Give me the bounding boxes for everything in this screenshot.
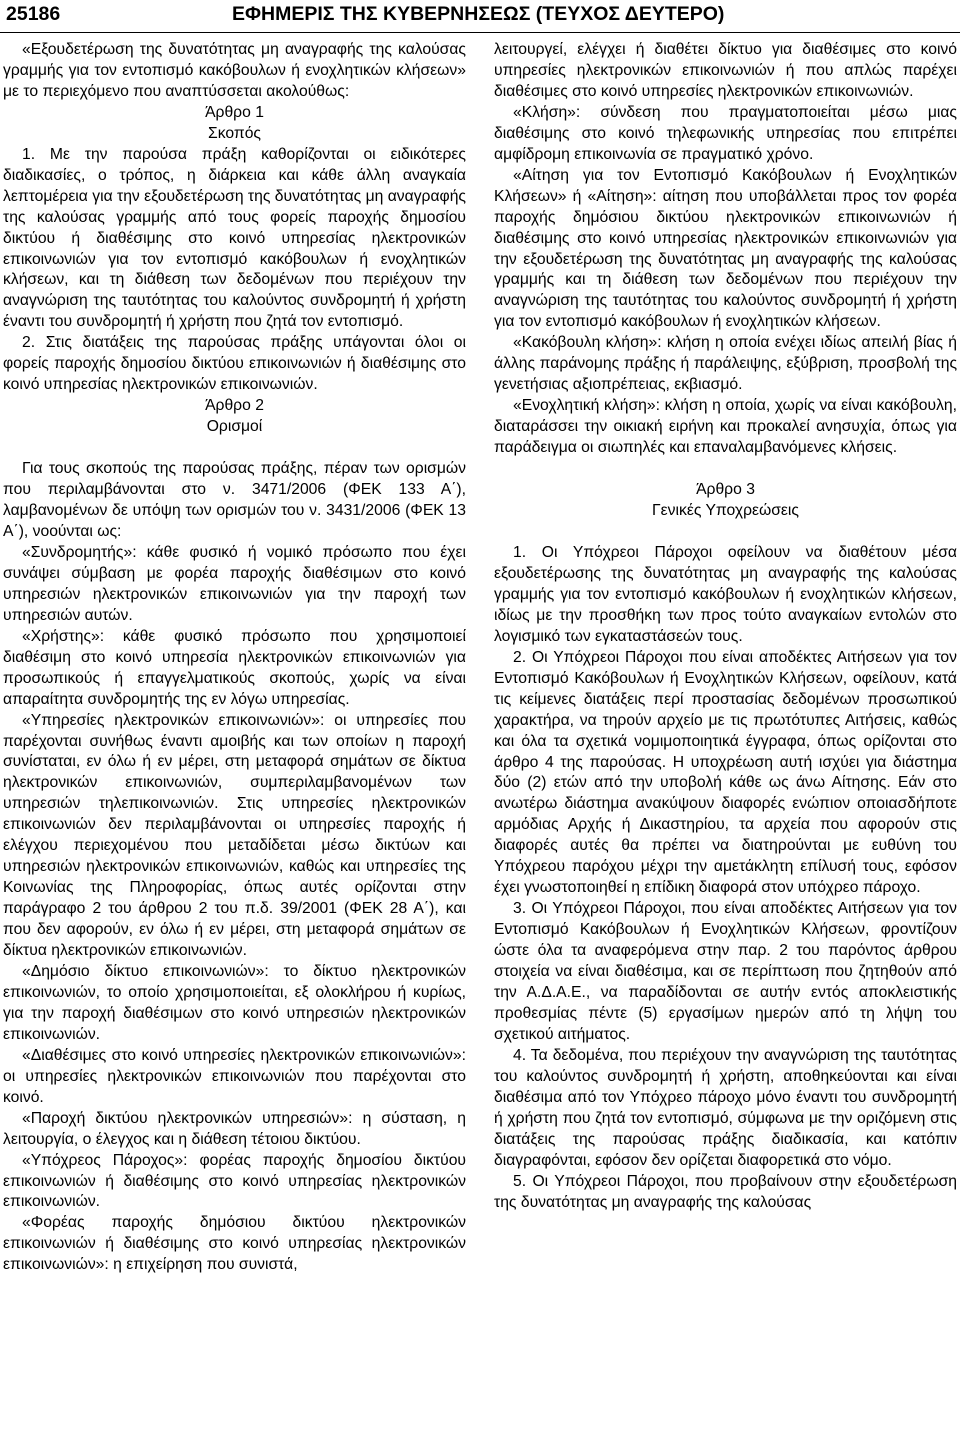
article-3-paragraph-5: 5. Οι Υπόχρεοι Πάροχοι, που προβαίνουν στην εξουδετέρωση της δυνατότητας μη αναγραφής της καλούσας [494, 1172, 957, 1211]
article-1-paragraph-2: 2. Στις διατάξεις της παρούσας πράξης υπάγονται όλοι οι φορείς παροχής δημοσίου δικτύου επικοινωνιών ή διαθέσιμης στο κοινό υπηρεσίας ηλεκτρονικών επικοινωνιών. [3, 334, 466, 394]
spacer [3, 438, 466, 459]
gazette-title: ΕΦΗΜΕΡΙΣ ΤΗΣ ΚΥΒΕΡΝΗΣΕΩΣ (ΤΕΥΧΟΣ ΔΕΥΤΕΡΟ) [232, 3, 725, 25]
header-divider [0, 32, 960, 33]
left-column [3, 40, 466, 1276]
definition-electronic-services: «Υπηρεσίες ηλεκτρονικών επικοινωνιών»: οι υπηρεσίες που παρέχονται συνήθως έναντι αμοιβής και των οποίων η παροχή συνίσταται, εν όλω ή εν μέρει, στη μεταφορά σημάτων σε δίκτυα ηλεκτρονικών επικοινωνιών, συμπεριλαμβανομένων των υπηρεσιών τηλεπικοινωνιών. Στις υπηρεσίες ηλεκτρονικών επικοινωνιών δεν περιλαμβάνονται οι υπηρεσίες παροχής ή ελέγχου περιεχομένου που μεταδίδεται μέσω δικτύων και υπηρεσιών ηλεκτρονικών επικοινωνιών, καθώς και υπηρεσίες της Κοινωνίας της Πληροφορίας, όπως αυτές ορίζονται στην παράγραφο 2 του άρθρου 2 του π.δ. 39/2001 (ΦΕΚ 28 Α΄), και που δεν αφορούν, εν όλω ή εν μέρει, στη μεταφορά σημάτων σε δίκτυα ηλεκτρονικών επικοινωνιών. [3, 711, 466, 960]
article-1-paragraph-1: 1. Με την παρούσα πράξη καθορίζονται οι ειδικότερες διαδικασίες, ο τρόπος, η διάρκεια και κάθε άλλη αναγκαία λεπτομέρεια για την εξουδετέρωση της δυνατότητας μη αναγραφής της καλούσας γραμμής από τους φορείς παροχής δημοσίου δικτύου ή διαθέσιμης στο κοινό υπηρεσίας ηλεκτρονικών επικοινωνιών για τον εντοπισμό κακόβουλων ή ενοχλητικών κλήσεων, και τη διάθεση των δεδομένων που περιέχουν την αναγνώριση της ταυτότητας του καλούντος συνδρομητή ή χρήστη έναντι του συνδρομητή ή χρήστη που ζητά τον εντοπισμό. [3, 145, 466, 331]
article-2-subtitle: Ορισμοί [206, 418, 263, 436]
definition-obliged-provider: «Υπόχρεος Πάροχος»: φορέας παροχής δημοσίου δικτύου επικοινωνιών ή διαθέσιμης στο κοινό υπηρεσίας ηλεκτρονικών επικοινωνιών. [3, 1151, 466, 1211]
article-3-subtitle: Γενικές Υποχρεώσεις [652, 502, 799, 520]
spacer [494, 459, 957, 480]
article-3-title: Άρθρο 3 [696, 481, 755, 499]
definition-malicious-call: «Κακόβουλη κλήση»: κλήση η οποία ενέχει ιδίως απειλή βίας ή άλλης παράνομης πράξης ή παράλειψης, εξύβριση, προσβολή της γενετήσιας αξιοπρέπειας, εκβιασμό. [494, 334, 957, 394]
article-1-subtitle: Σκοπός [208, 124, 261, 142]
definition-public-network: «Δημόσιο δίκτυο επικοινωνιών»: το δίκτυο ηλεκτρονικών επικοινωνιών, το οποίο χρησιμοποιείται, εξ ολοκλήρου ή κυρίως, για την παροχή διαθέσιμων στο κοινό υπηρεσιών ηλεκτρονικών επικοινωνιών. [3, 962, 466, 1043]
page-number: 25186 [6, 3, 61, 25]
article-3-paragraph-4: 4. Τα δεδομένα, που περιέχουν την αναγνώριση της ταυτότητας του καλούντος συνδρομητή ή χρήστη, αποθηκεύονται και είναι διαθέσιμα από τον Υπόχρεο πάροχο μόνο έναντι του συνδρομητή ή χρήστη που ζητά τον εντοπισμό, σύμφωνα με την οριζόμενη στις διατάξεις της παρούσας πράξης διαδικασία, και κατόπιν διαγραφόνται, εφόσον δεν ορίζεται διαφορετικά στο νόμο. [494, 1046, 957, 1169]
article-2-title: Άρθρο 2 [205, 397, 264, 415]
definition-provider-entity: «Φορέας παροχής δημόσιου δικτύου ηλεκτρονικών επικοινωνιών ή διαθέσιμης στο κοινό υπηρεσίας ηλεκτρονικών επικοινωνιών»: η επιχείρηση που συνιστά, [3, 1214, 466, 1274]
article-3-paragraph-3: 3. Οι Υπόχρεοι Πάροχοι, που είναι αποδέκτες Αιτήσεων για τον Εντοπισμό Κακόβουλων ή Ενοχλητικών Κλήσεων, φροντίζουν ώστε όλα τα αναφερόμενα στην παρ. 2 του παρόντος άρθρου στοιχεία να είναι διαθέσιμα, και σε περίπτωση που ζητηθούν από την Α.Δ.Α.Ε., να παραδίδονται σε αυτήν εντός αποκλειστικής προθεσμίας πέντε (5) εργασίμων ημερών από τη λήψη του σχετικού αιτήματος. [494, 900, 957, 1043]
definition-call: «Κλήση»: σύνδεση που πραγματοποιείται μέσω μιας διαθέσιμης στο κοινό τηλεφωνικής υπηρεσίας που επιτρέπει αμφίδρομη επικοινωνία σε πραγματικό χρόνο. [494, 103, 957, 163]
spacer [494, 522, 957, 543]
intro-paragraph: «Εξουδετέρωση της δυνατότητας μη αναγραφής της καλούσας γραμμής για τον εντοπισμό κακόβουλων ή ενοχλητικών κλήσεων» με το περιεχόμενο που αναπτύσσεται ακολούθως: [3, 41, 466, 100]
definition-nuisance-call: «Ενοχλητική κλήση»: κλήση η οποία, χωρίς να είναι κακόβουλη, διαταράσσει την οικιακή ειρήνη και προκαλεί ανησυχία, όπως για παράδειγμα οι σιωπηλές και επαναλαμβανόμενες κλήσεις. [494, 397, 957, 457]
definition-available-services: «Διαθέσιμες στο κοινό υπηρεσίες ηλεκτρονικών επικοινωνιών»: οι υπηρεσίες ηλεκτρονικών επικοινωνιών που παρέχονται στο κοινό. [3, 1046, 466, 1106]
definition-user: «Χρήστης»: κάθε φυσικό πρόσωπο που χρησιμοποιεί διαθέσιμη στο κοινό υπηρεσία ηλεκτρονικών επικοινωνιών για προσωπικούς ή επαγγελματικούς σκοπούς, χωρίς να είναι απαραίτητα συνδρομητής της εν λόγω υπηρεσίας. [3, 627, 466, 708]
definition-subscriber: «Συνδρομητής»: κάθε φυσικό ή νομικό πρόσωπο που έχει συνάψει σύμβαση με φορέα παροχής διαθέσιμων στο κοινό υπηρεσιών ηλεκτρονικών επικοινωνιών για την παροχή των υπηρεσιών αυτών. [3, 543, 466, 624]
definition-request: «Αίτηση για τον Εντοπισμό Κακόβουλων ή Ενοχλητικών Κλήσεων» ή «Αίτηση»: αίτηση που υποβάλλεται προς τον φορέα παροχής δημόσιου δικτύου ηλεκτρονικών επικοινωνιών ή διαθέσιμης στο κοινό υπηρεσίας ηλεκτρονικών επικοινωνιών για την εξουδετέρωση της δυνατότητας μη αναγραφής της καλούσας γραμμής και τη διάθεση των δεδομένων που περιέχουν την αναγνώριση της ταυτότητας του καλούντος συνδρομητή ή χρήστη για τον εντοπισμό κακόβουλων ή ενοχλητικών κλήσεων. [494, 166, 957, 331]
article-3-paragraph-1: 1. Οι Υπόχρεοι Πάροχοι οφείλουν να διαθέτουν μέσα εξουδετέρωσης της δυνατότητας μη αναγραφής της καλούσας γραμμής για τον εντοπισμό κακόβουλων ή ενοχλητικών κλήσεων, ιδίως με την προσθήκη των προς τούτο αναγκαίων εντολών στο λογισμικό των εγκαταστάσεών τους. [494, 543, 957, 645]
definition-provider-entity-continued: λειτουργεί, ελέγχει ή διαθέτει δίκτυο για διαθέσιμες στο κοινό υπηρεσίες ηλεκτρονικών επικοινωνιών ή που απλώς παρέχει διαθέσιμες στο κοινό υπηρεσίες ηλεκτρονικών επικοινωνιών. [494, 41, 957, 100]
article-1-title: Άρθρο 1 [205, 103, 264, 121]
definition-network-provision: «Παροχή δικτύου ηλεκτρονικών υπηρεσιών»: η σύσταση, η λειτουργία, ο έλεγχος και η διάθεση τέτοιου δικτύου. [3, 1109, 466, 1148]
right-column [494, 40, 957, 1213]
page-header [0, 0, 960, 30]
article-3-paragraph-2: 2. Οι Υπόχρεοι Πάροχοι που είναι αποδέκτες Αιτήσεων για τον Εντοπισμό Κακόβουλων ή Ενοχλητικών Κλήσεων, οφείλουν, κατά τις κείμενες διατάξεις περί προστασίας δεδομένων προσωπικού χαρακτήρα, να τηρούν αρχείο με τις πρωτότυπες Αιτήσεις, καθώς και όλα τα σχετικά νομιμοποιητικά έγγραφα, όπως ορίζονται στο άρθρο 4 της παρούσας. Η υποχρέωση αυτή ισχύει για διάστημα δύο (2) ετών από την υποβολή κάθε ως άνω Αίτησης. Εάν στο ανωτέρω διάστημα ανακύψουν διαφορές ενώπιον οποιασδήποτε αρμόδιας Αρχής ή Δικαστηρίου, τα αρχεία που αφορούν στις διαφορές αυτές θα πρέπει να διατηρούνται με ευθύνη του Υπόχρεου παρόχου μέχρι την αμετάκλητη επίλυσή τους, εφόσον έχει γνωστοποιηθεί η επίδικη διαφορά στον υπόχρεο πάροχο. [494, 648, 957, 897]
article-2-intro: Για τους σκοπούς της παρούσας πράξης, πέραν των ορισμών που περιλαμβάνονται στο ν. 3471/2006 (ΦΕΚ 133 Α΄), λαμβανομένων δε υπόψη των ορισμών του ν. 3431/2006 (ΦΕΚ 13 Α΄), νοούνται ως: [3, 460, 466, 540]
